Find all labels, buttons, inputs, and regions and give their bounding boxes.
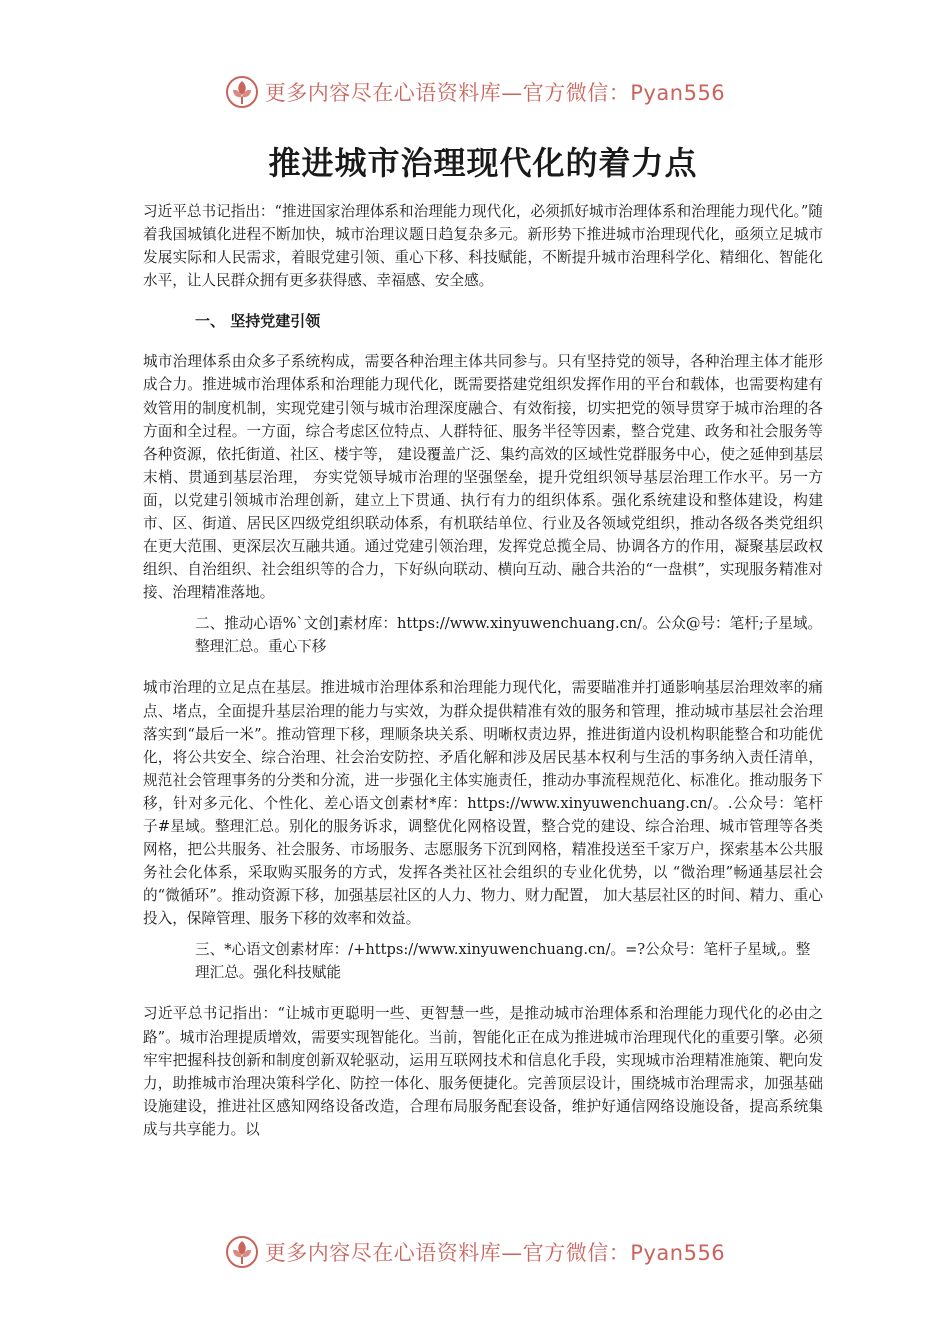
section2-heading: 二、推动心语%`文创]素材库：https://www.xinyuwenchuang.cn/。公众@号：笔杆;子星域。整理汇总。重心下移 (195, 615, 823, 656)
document-body (143, 140, 823, 1141)
flower-logo-icon (225, 1235, 259, 1269)
document-title: 推进城市治理现代化的着力点 (268, 144, 698, 182)
section1-paragraph: 城市治理体系由众多子系统构成，需要各种治理主体共同参与。只有坚持党的领导，各种治理主体才能形成合力。推进城市治理体系和治理能力现代化，既需要搭建党组织发挥作用的平台和载体，也需要构建有效管用的制度机制，实现党建引领与城市治理深度融合、有效衔接，切实把党的领导贯穿于城市治理的各方面和全过程。一方面，综合考虑区位特点、人群特征、服务半径等因素，整合党建、政务和社会服务等各种资源，依托街道、社区、楼宇等， 建设覆盖广泛、集约高效的区域性党群服务中心，使之延伸到基层末梢、贯通到基层治理， 夯实党领导城市治理的坚强堡垒，提升党组织领导基层治理工作水平。另一方面，以党建引领城市治理创新，建立上下贯通、执行有力的组织体系。强化系统建设和整体建设，构建市、区、街道、居民区四级党组织联动体系，有机联结单位、行业及各领域党组织，推动各级各类党组织在更大范围、更深层次互融共通。通过党建引领治理，发挥党总揽全局、协调各方的作用，凝聚基层政权组织、自治组织、社会组织等的合力，下好纵向联动、横向互动、融合共治的“一盘棋”，实现服务精准对接、治理精准落地。 (143, 353, 823, 602)
section2-paragraph: 城市治理的立足点在基层。推进城市治理体系和治理能力现代化，需要瞄准并打通影响基层治理效率的痛点、堵点，全面提升基层治理的能力与实效，为群众提供精准有效的服务和管理，推动城市基层社会治理落实到“最后一米”。推动管理下移，理顺条块关系、明晰权责边界，推进街道内设机构职能整合和功能优化，将公共安全、综合治理、社会治安防控、矛盾化解和涉及居民基本权利与生活的事务纳入责任清单，规范社会管理事务的分类和分流，进一步强化主体实施责任，推动办事流程规范化、标准化。推动服务下移，针对多元化、个性化、差心语文创素材*库：https://www.xinyuwenchuang.cn/。.公众号：笔杆子#星域。整理汇总。别化的服务诉求，调整优化网格设置，整合党的建设、综合治理、城市管理等各类网格，把公共服务、社会服务、市场服务、志愿服务下沉到网格，精准投送至千家万户，探索基本公共服务社会化体系，采取购买服务的方式，发挥各类社区社会组织的专业化优势，以 “微治理”畅通基层社会的“微循环”。推动资源下移，加强基层社区的人力、物力、财力配置， 加大基层社区的时间、精力、重心投入，保障管理、服务下移的效率和效益。 (143, 679, 823, 928)
section3-paragraph: 习近平总书记指出：“让城市更聪明一些、更智慧一些，是推动城市治理体系和治理能力现代化的必由之路”。城市治理提质增效，需要实现智能化。当前，智能化正在成为推进城市治理现代化的重要引擎。必须牢牢把握科技创新和制度创新双轮驱动，运用互联网技术和信息化手段，实现城市治理精准施策、靶向发力，助推城市治理决策科学化、防控一体化、服务便捷化。完善顶层设计，围绕城市治理需求，加强基础设施建设，推进社区感知网络设备改造，合理布局服务配套设备，维护好通信网络设施设备，提高系统集成与共享能力。以 (143, 1005, 823, 1138)
footer-banner (0, 1232, 950, 1272)
section1-heading: 一、 坚持党建引领 (195, 312, 321, 331)
banner-text: 更多内容尽在心语资料库—官方微信：Pyan556 (264, 81, 726, 105)
section3-heading: 三、*心语文创素材库：/+https://www.xinyuwenchuang.cn/。=?公众号：笔杆子星域,。整理汇总。强化科技赋能 (195, 941, 811, 982)
flower-logo-icon (225, 75, 259, 109)
intro-paragraph: 习近平总书记指出：“推进国家治理体系和治理能力现代化，必须抓好城市治理体系和治理能力现代化。”随着我国城镇化进程不断加快，城市治理议题日趋复杂多元。新形势下推进城市治理现代化，亟须立足城市发展实际和人民需求，着眼党建引领、重心下移、科技赋能，不断提升城市治理科学化、精细化、智能化水平，让人民群众拥有更多获得感、幸福感、安全感。 (143, 203, 823, 290)
banner-text: 更多内容尽在心语资料库—官方微信：Pyan556 (264, 1241, 726, 1265)
header-banner (0, 72, 950, 112)
